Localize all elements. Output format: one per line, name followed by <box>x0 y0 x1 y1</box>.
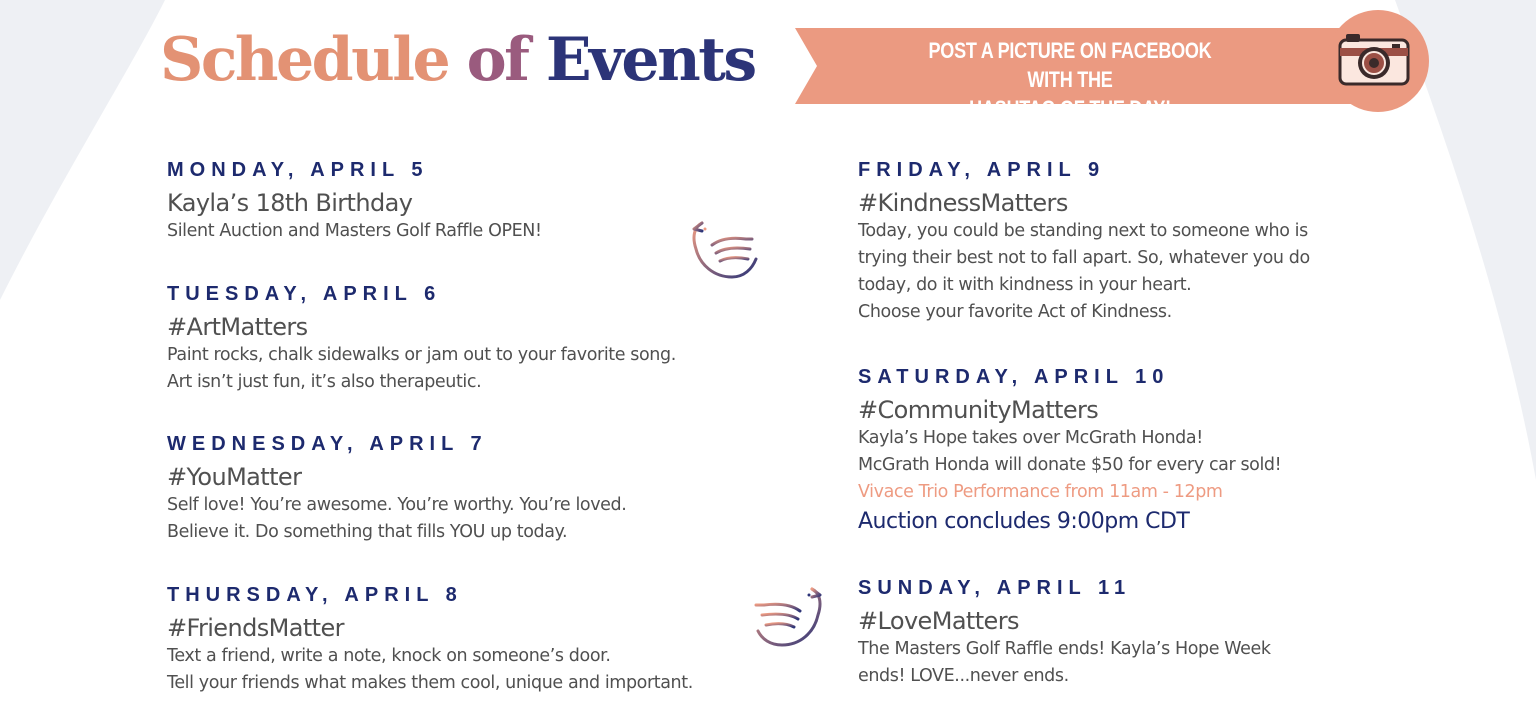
event-line: Believe it. Do something that fills YOU up today. <box>167 522 568 542</box>
event-line: trying their best not to fall apart. So, whatever you do <box>858 248 1310 268</box>
event-day: SUNDAY, APRIL 11 <box>858 577 1132 599</box>
title-word-of: of <box>466 25 546 95</box>
event-headline: #CommunityMatters <box>858 396 1099 424</box>
event-friday <box>858 158 1310 326</box>
event-line: Self love! You’re awesome. You’re worthy. You’re loved. <box>167 495 627 515</box>
event-day: FRIDAY, APRIL 9 <box>858 159 1106 181</box>
event-headline: #LoveMatters <box>858 607 1019 635</box>
banner-line-1: POST A PICTURE ON FACEBOOK WITH THE <box>928 38 1212 92</box>
event-headline: #KindnessMatters <box>858 189 1068 217</box>
title-word-schedule: Schedule <box>160 25 467 95</box>
event-line: The Masters Golf Raffle ends! Kayla’s Hope Week <box>858 639 1271 659</box>
banner-line-2: HASHTAG OF THE DAY! <box>969 96 1171 121</box>
event-day: WEDNESDAY, APRIL 7 <box>167 433 488 455</box>
event-headline: Kayla’s 18th Birthday <box>167 189 413 217</box>
page-title <box>160 20 755 100</box>
event-day: SATURDAY, APRIL 10 <box>858 366 1170 388</box>
event-monday <box>167 158 542 245</box>
dove-icon <box>690 215 760 285</box>
event-line: McGrath Honda will donate $50 for every car sold! <box>858 455 1282 475</box>
event-line: Paint rocks, chalk sidewalks or jam out to your favorite song. <box>167 345 676 365</box>
event-tuesday <box>167 282 676 396</box>
event-line: Tell your friends what makes them cool, unique and important. <box>167 673 693 693</box>
event-line: Today, you could be standing next to someone who is <box>858 221 1308 241</box>
event-line: Text a friend, write a note, knock on someone’s door. <box>167 646 611 666</box>
event-saturday <box>858 365 1281 538</box>
event-headline: #ArtMatters <box>167 313 308 341</box>
camera-icon <box>1336 30 1412 88</box>
title-word-events: Events <box>545 25 755 95</box>
event-thursday <box>167 583 693 697</box>
event-sunday <box>858 576 1271 690</box>
event-strong-note: Auction concludes 9:00pm CDT <box>858 509 1190 534</box>
event-line: ends! LOVE...never ends. <box>858 666 1069 686</box>
event-wednesday <box>167 432 626 546</box>
event-line: today, do it with kindness in your heart. <box>858 275 1192 295</box>
event-day: THURSDAY, APRIL 8 <box>167 584 463 606</box>
event-headline: #YouMatter <box>167 463 302 491</box>
dove-icon <box>752 583 824 653</box>
event-line: Silent Auction and Masters Golf Raffle OPEN! <box>167 221 542 241</box>
event-day: MONDAY, APRIL 5 <box>167 159 429 181</box>
event-line: Kayla’s Hope takes over McGrath Honda! <box>858 428 1203 448</box>
event-line: Choose your favorite Act of Kindness. <box>858 302 1172 322</box>
event-day: TUESDAY, APRIL 6 <box>167 283 442 305</box>
event-highlight: Vivace Trio Performance from 11am - 12pm <box>858 482 1223 502</box>
banner-text <box>914 36 1226 123</box>
event-headline: #FriendsMatter <box>167 614 344 642</box>
event-line: Art isn’t just fun, it’s also therapeutic. <box>167 372 482 392</box>
